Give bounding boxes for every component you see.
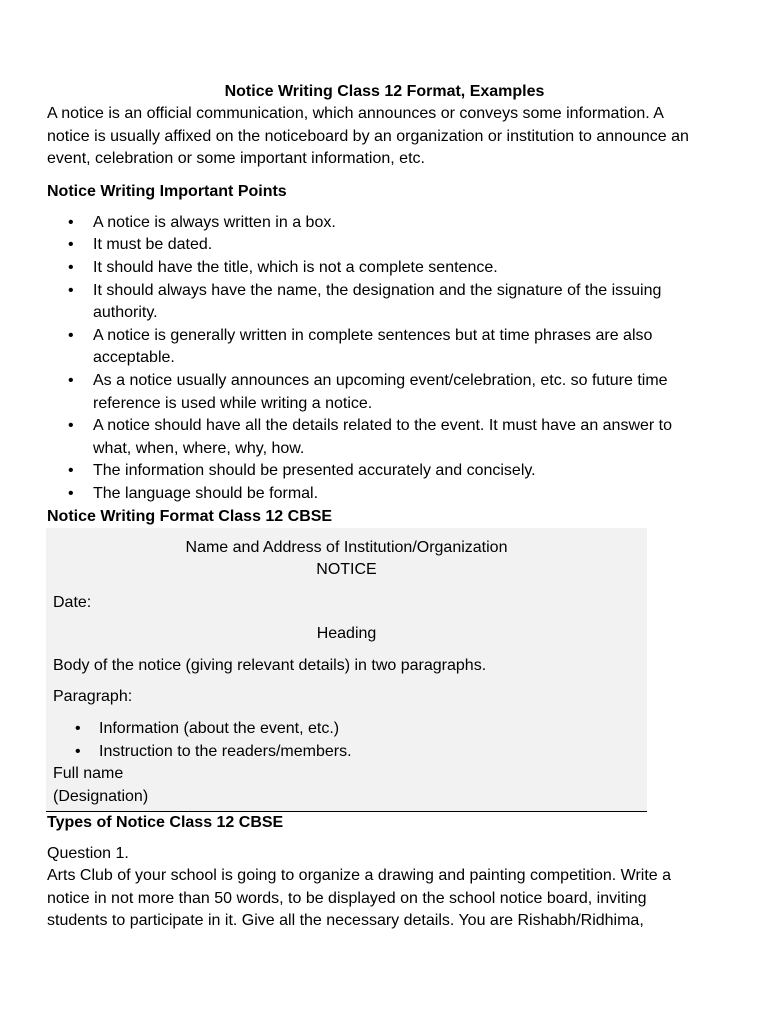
list-item-text: what, when, where, why, how. [93, 439, 305, 457]
question-line: Arts Club of your school is going to organize a drawing and painting competition. Write a [47, 867, 672, 885]
format-bullet-list [46, 718, 647, 763]
format-heading: Notice Writing Format Class 12 CBSE [47, 507, 333, 525]
document-page [47, 81, 722, 933]
question-line: students to participate in it. Give all the necessary details. You are Rishabh/Ridhima, [47, 912, 644, 930]
designation-label: (Designation) [53, 787, 149, 805]
list-item: • Instruction to the readers/members. [46, 741, 647, 764]
list-item-text: The language should be formal. [93, 484, 319, 502]
list-item [47, 370, 722, 415]
full-name-label: Full name [53, 765, 124, 783]
important-points-heading: Notice Writing Important Points [47, 182, 287, 200]
notice-body-text: Body of the notice (giving relevant details) in two paragraphs. [53, 656, 487, 674]
types-heading: Types of Notice Class 12 CBSE [47, 813, 284, 831]
list-item [47, 415, 722, 460]
date-label: Date: [53, 593, 92, 611]
document-title: Notice Writing Class 12 Format, Examples [224, 83, 545, 100]
notice-label: NOTICE [316, 561, 377, 579]
intro-line: A notice is an official communication, which announces or conveys some information. A [47, 105, 664, 122]
notice-format-box [46, 528, 647, 812]
list-item [47, 460, 722, 483]
important-points-list [47, 212, 722, 506]
question-text [47, 865, 722, 933]
list-item [47, 257, 722, 280]
list-item-text: A notice is always written in a box. [93, 213, 336, 231]
intro-line: event, celebration or some important information, etc. [47, 150, 425, 168]
list-item-text: acceptable. [93, 349, 175, 367]
list-item [47, 234, 722, 257]
list-item-text: As a notice usually announces an upcoming event/celebration, etc. so future time [93, 371, 668, 389]
list-item-text: The information should be presented accurately and concisely. [93, 462, 536, 480]
list-item-text: It must be dated. [93, 236, 213, 254]
question-line: notice in not more than 50 words, to be displayed on the school notice board, inviting [47, 889, 647, 907]
notice-heading-label: Heading [316, 625, 377, 643]
list-item-text: It should always have the name, the designation and the signature of the issuing [93, 281, 662, 299]
intro-line: notice is usually affixed on the noticeboard by an organization or institution to announce an [47, 127, 689, 145]
question-label: Question 1. [47, 844, 129, 862]
list-item [47, 280, 722, 325]
list-item-text: authority. [93, 304, 158, 322]
paragraph-label: Paragraph: [53, 688, 133, 706]
list-item-text: A notice should have all the details related to the event. It must have an answer to [93, 417, 673, 435]
list-item [47, 325, 722, 370]
list-item [47, 483, 722, 506]
intro-paragraph [47, 103, 722, 171]
list-item-text: A notice is generally written in complete sentences but at time phrases are also [93, 326, 653, 344]
list-item-text: reference is used while writing a notice. [93, 394, 373, 412]
institution-name: Name and Address of Institution/Organization [185, 538, 508, 556]
list-item [47, 212, 722, 235]
list-item-text: It should have the title, which is not a complete sentence. [93, 258, 498, 276]
list-item: • Information (about the event, etc.) [46, 718, 647, 741]
